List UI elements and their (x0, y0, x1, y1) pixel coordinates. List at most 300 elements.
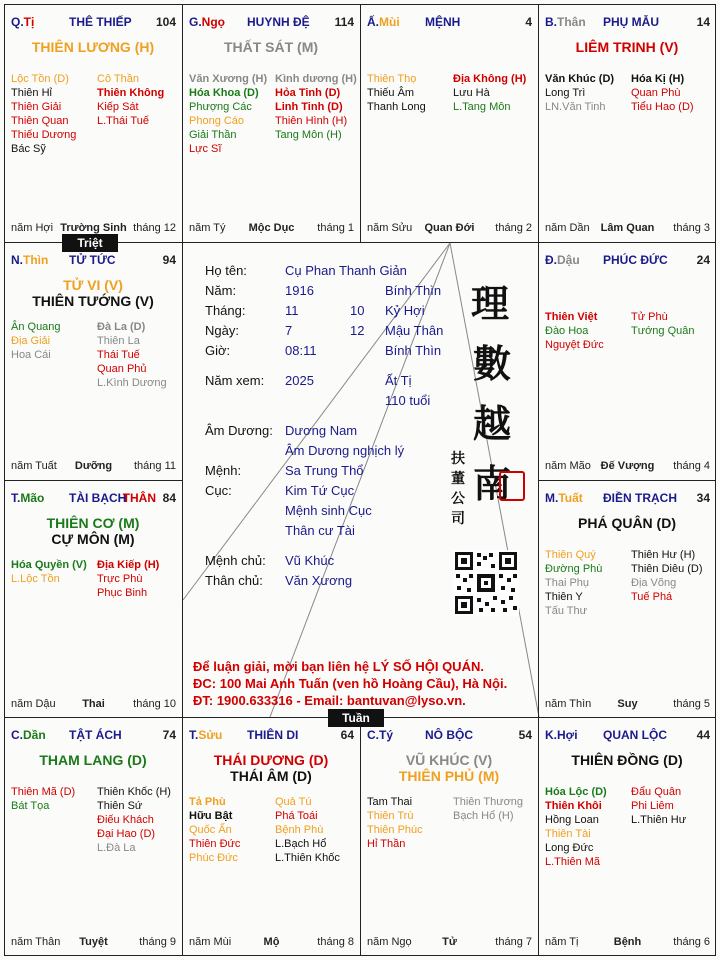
minor-star: Thiên Việt (545, 311, 598, 323)
minor-star: Long Đức (545, 842, 594, 854)
calligraphy-char-3: 越 (473, 401, 512, 446)
hour-value: 08:11 (285, 343, 317, 358)
minor-stars-left (545, 785, 607, 869)
minor-stars-right (631, 310, 695, 338)
qr-code (453, 550, 519, 616)
day-label: Ngày: (205, 323, 239, 338)
minor-star: LN.Văn Tinh (545, 101, 606, 113)
palace-number: 44 (696, 728, 710, 742)
minor-star: Hóa Lộc (D) (545, 786, 607, 798)
minor-star: Phong Cáo (189, 115, 245, 127)
palace-life-stage: Trường Sinh (60, 222, 127, 234)
name-value: Cụ Phan Thanh Giản (285, 263, 407, 278)
minor-stars-right (275, 72, 357, 142)
palace-number: 34 (696, 491, 710, 505)
minor-star: L.Thiên Mã (545, 856, 601, 868)
menh-chu-value: Vũ Khúc (285, 553, 335, 568)
minor-star: Thiên Quan (11, 115, 69, 127)
age-value: 110 tuổi (385, 393, 431, 408)
palace-footer (189, 221, 354, 235)
palace-branch: Ngọ (201, 15, 225, 29)
palace-year: năm Mão (545, 460, 591, 472)
menh-label: Mệnh: (205, 463, 242, 478)
seal-char-4: 司 (451, 511, 465, 527)
year-value: 1916 (285, 283, 314, 298)
than-chu-label: Thân chủ: (205, 573, 263, 588)
main-star: THIÊN PHỦ (M) (398, 768, 500, 784)
palace-year: năm Ngọ (367, 936, 412, 948)
palace-month: tháng 3 (673, 222, 710, 234)
minor-stars-left (11, 785, 75, 813)
minor-stars-left (189, 795, 240, 865)
palace-footer (545, 459, 710, 473)
minor-star: Ân Quang (11, 321, 61, 333)
amduong-label: Âm Dương: (205, 423, 273, 438)
palace-name: TẬT ÁCH (69, 728, 122, 742)
minor-stars-right (453, 795, 523, 823)
minor-star: Đường Phù (545, 563, 603, 575)
palace-ty2[interactable] (360, 717, 538, 956)
main-star: THÁI DƯƠNG (D) (213, 752, 329, 768)
palace-stem: Ấ. (367, 15, 379, 29)
main-star: THIÊN CƠ (M) (46, 515, 140, 531)
minor-stars-left (189, 72, 267, 156)
minor-star: Thiên Thương (453, 796, 524, 808)
minor-stars-right (97, 320, 167, 390)
minor-star: Phượng Các (189, 101, 252, 113)
palace-month: tháng 6 (673, 936, 710, 948)
palace-stem: C. (11, 728, 23, 742)
palace-number: 14 (696, 15, 710, 29)
than-marker: THÂN (122, 491, 156, 505)
minor-star: Thiên Mã (D) (11, 786, 76, 798)
main-star: PHÁ QUÂN (D) (578, 515, 676, 531)
minor-star: Trực Phù (97, 573, 143, 585)
palace-number: 24 (696, 253, 710, 267)
minor-stars-right (631, 72, 694, 114)
cuc-label: Cục: (205, 483, 232, 498)
minor-star: Tang Môn (H) (275, 129, 342, 141)
year-label: Năm: (205, 283, 237, 298)
minor-star: Quan Phù (631, 87, 681, 99)
hour-can-chi: Bính Thìn (385, 343, 442, 358)
palace-year: năm Tị (545, 936, 579, 948)
minor-star: Linh Tinh (D) (275, 101, 343, 113)
palace-header (11, 491, 176, 507)
minor-star: Địa Kiếp (H) (97, 559, 160, 571)
palace-life-stage: Suy (617, 698, 638, 710)
palace-year: năm Hợi (11, 222, 54, 234)
palace-footer (189, 935, 354, 949)
minor-star: Thiên Quý (545, 549, 596, 561)
palace-year: năm Tuất (11, 460, 57, 472)
palace-ty[interactable] (4, 4, 182, 242)
palace-ngo[interactable] (182, 4, 360, 242)
palace-life-stage: Quan Đới (424, 222, 475, 234)
palace-number: 104 (155, 15, 176, 29)
name-label: Họ tên: (205, 263, 247, 278)
palace-month: tháng 1 (317, 222, 354, 234)
minor-star: Hóa Kị (H) (631, 73, 685, 85)
palace-number: 84 (162, 491, 176, 505)
seal-char-2: 董 (451, 471, 465, 487)
palace-name: NÔ BỘC (425, 728, 473, 742)
palace-year: năm Dần (545, 222, 590, 234)
palace-header (189, 728, 354, 744)
minor-star: Thiên Thọ (367, 73, 417, 85)
minor-stars-left (545, 72, 614, 114)
palace-branch: Sửu (198, 728, 223, 742)
day-value: 7 (285, 323, 293, 338)
palace-stem: N. (11, 253, 23, 267)
month-lunar: 10 (350, 303, 365, 318)
palace-than[interactable] (538, 4, 716, 242)
palace-stem: Đ. (545, 253, 557, 267)
minor-stars-right (275, 795, 340, 865)
main-star: TỬ VI (V) (63, 277, 123, 293)
palace-stem: T. (189, 728, 199, 742)
minor-star: Thanh Long (367, 101, 426, 113)
minor-star: Thiên Diêu (D) (631, 563, 703, 575)
red-seal-stamp (499, 471, 525, 501)
minor-star: Điếu Khách (97, 814, 154, 826)
main-star: THIÊN TƯỚNG (V) (32, 293, 154, 309)
palace-name: TỬ TỨC (69, 253, 116, 267)
palace-name: TÀI BẠCH (69, 491, 127, 505)
palace-footer (367, 221, 532, 235)
palace-header (367, 728, 532, 744)
minor-star: Kình dương (H) (275, 73, 357, 85)
palace-tuat[interactable] (538, 480, 716, 718)
palace-year: năm Mùi (189, 936, 232, 948)
palace-suu[interactable] (182, 717, 360, 956)
main-star: CỰ MÔN (M) (51, 531, 135, 547)
minor-star: Thiên Y (545, 591, 583, 603)
minor-star: Địa Giải (11, 335, 51, 347)
minor-star: L.Thiên Khốc (275, 852, 340, 864)
palace-name: PHÚC ĐỨC (603, 253, 668, 267)
palace-name: QUAN LỘC (603, 728, 667, 742)
minor-star: Văn Xương (H) (189, 73, 268, 85)
minor-star: Tử Phù (631, 311, 668, 323)
minor-star: Bác Sỹ (11, 143, 46, 155)
day-can-chi: Mậu Thân (385, 323, 444, 338)
minor-star: Phi Liêm (631, 800, 674, 812)
palace-header (545, 491, 710, 507)
minor-star: Thiếu Dương (11, 129, 77, 141)
calligraphy-char-4: 南 (473, 461, 512, 506)
palace-life-stage: Bệnh (613, 936, 642, 948)
month-label: Tháng: (205, 303, 246, 318)
main-star: THẤT SÁT (M) (223, 39, 319, 55)
minor-star: Nguyệt Đức (545, 339, 604, 351)
minor-star: Thái Tuế (97, 349, 140, 361)
palace-name: THIÊN DI (247, 728, 299, 742)
palace-number: 94 (162, 253, 176, 267)
palace-header (545, 728, 710, 744)
palace-month: tháng 7 (495, 936, 532, 948)
palace-branch: Hợi (557, 728, 578, 742)
palace-footer (11, 935, 176, 949)
palace-branch: Dậu (557, 253, 580, 267)
minor-stars-left (11, 72, 76, 156)
palace-branch: Thìn (23, 253, 49, 267)
palace-month: tháng 2 (495, 222, 532, 234)
minor-star: Thiên Sứ (97, 800, 143, 812)
minor-star: Thiên Giải (11, 101, 62, 113)
seal-char-1: 扶 (451, 451, 465, 467)
palace-year: năm Thân (11, 936, 61, 948)
palace-header (11, 15, 176, 31)
minor-star: Thiên Đức (189, 838, 241, 850)
palace-stem: M. (545, 491, 559, 505)
minor-star: L.Bạch Hổ (275, 838, 327, 850)
minor-stars-left (367, 72, 426, 114)
minor-star: Đại Hao (D) (97, 828, 156, 840)
palace-number: 64 (340, 728, 354, 742)
minor-star: Bạch Hổ (H) (453, 810, 514, 822)
minor-star: Hóa Quyền (V) (11, 559, 87, 571)
minor-star: Bệnh Phù (275, 824, 324, 836)
minor-star: L.Thái Tuế (97, 115, 149, 127)
palace-footer (545, 221, 710, 235)
palace-life-stage: Thai (82, 698, 105, 710)
palace-month: tháng 4 (673, 460, 710, 472)
minor-star: Thiên Khôi (545, 800, 602, 812)
minor-star: Tấu Thư (545, 605, 588, 617)
minor-stars-right (97, 558, 159, 600)
minor-stars-right (453, 72, 526, 114)
palace-month: tháng 5 (673, 698, 710, 710)
palace-header (189, 15, 354, 31)
month-value: 11 (285, 303, 299, 318)
palace-branch: Thân (557, 15, 586, 29)
palace-stem: Q. (11, 15, 24, 29)
main-star: THÁI ÂM (D) (230, 768, 312, 784)
palace-branch: Mùi (379, 15, 400, 29)
palace-number: 114 (334, 15, 354, 29)
main-star: VŨ KHÚC (V) (405, 752, 493, 768)
minor-star: Địa Không (H) (453, 73, 527, 85)
palace-header (11, 253, 176, 269)
minor-star: Thiên Hư (H) (631, 549, 696, 561)
minor-star: L.Đà La (97, 842, 136, 854)
palace-month: tháng 11 (133, 460, 176, 472)
contact-line-1: Để luận giải, mời bạn liên hệ LÝ SỐ HỘI QUÁN. (193, 659, 484, 674)
palace-number: 54 (518, 728, 532, 742)
minor-star: Đào Hoa (545, 325, 589, 337)
palace-dan[interactable] (4, 717, 182, 956)
main-star: LIÊM TRINH (V) (575, 39, 679, 55)
triet-tag: Triệt (62, 234, 118, 252)
palace-month: tháng 12 (133, 222, 176, 234)
calligraphy-char-2: 數 (473, 341, 512, 386)
palace-month: tháng 10 (133, 698, 176, 710)
main-star: THIÊN ĐỒNG (D) (571, 752, 683, 768)
palace-number: 4 (525, 15, 532, 29)
minor-star: Thiên La (97, 335, 140, 347)
minor-stars-left (11, 320, 61, 362)
palace-year: năm Sửu (367, 222, 413, 234)
main-star: THAM LANG (D) (39, 752, 147, 768)
palace-stem: G. (189, 15, 202, 29)
palace-header (11, 728, 176, 744)
palace-stem: B. (545, 15, 557, 29)
palace-branch: Tuất (558, 491, 583, 505)
minor-star: Thiên Tài (545, 828, 591, 840)
palace-life-stage: Tuyệt (79, 936, 108, 948)
palace-life-stage: Dưỡng (74, 460, 113, 472)
minor-star: Đà La (D) (97, 321, 146, 333)
hour-label: Giờ: (205, 343, 231, 358)
minor-star: Lực Sĩ (189, 143, 222, 155)
palace-header (367, 15, 532, 31)
minor-star: Thiên Phúc (367, 824, 423, 836)
main-star: THIÊN LƯƠNG (H) (31, 39, 155, 55)
minor-star: Thiên Khốc (H) (97, 786, 171, 798)
minor-star: Hỉ Thần (367, 838, 406, 850)
palace-footer (11, 697, 176, 711)
day-lunar: 12 (350, 323, 365, 338)
year-can-chi: Bính Thìn (385, 283, 442, 298)
palace-number: 74 (162, 728, 176, 742)
palace-name: MỆNH (425, 15, 461, 29)
view-year-can-chi: Ất Tị (385, 373, 412, 388)
minor-stars-left (545, 310, 604, 352)
cuc-value: Kim Tứ Cục (285, 483, 355, 498)
palace-month: tháng 8 (317, 936, 354, 948)
than-position: Thân cư Tài (285, 523, 355, 538)
menh-value: Sa Trung Thổ (285, 463, 364, 478)
cuc-relation: Mệnh sinh Cục (285, 503, 372, 518)
minor-star: Tiểu Hao (D) (631, 101, 694, 113)
minor-stars-right (631, 548, 703, 604)
palace-header (545, 253, 710, 269)
palace-name: PHỤ MẪU (603, 15, 659, 29)
minor-star: Tả Phù (189, 796, 226, 808)
minor-star: Lộc Tồn (D) (11, 73, 69, 85)
palace-footer (11, 221, 176, 235)
palace-branch: Mão (20, 491, 45, 505)
palace-footer (545, 697, 710, 711)
tuan-tag: Tuần (328, 709, 384, 727)
minor-stars-left (367, 795, 423, 851)
palace-mui[interactable] (360, 4, 538, 242)
palace-life-stage: Lâm Quan (600, 222, 655, 234)
palace-name: ĐIỀN TRẠCH (603, 491, 677, 505)
minor-star: Hoa Cái (11, 349, 51, 361)
minor-star: Bát Tọa (11, 800, 50, 812)
minor-star: L.Kình Dương (97, 377, 167, 389)
palace-stem: T. (11, 491, 21, 505)
minor-star: Thiên Không (97, 87, 165, 99)
menh-chu-label: Mệnh chủ: (205, 553, 266, 568)
minor-star: L.Tang Môn (453, 101, 511, 113)
minor-star: Văn Khúc (D) (545, 73, 615, 85)
palace-branch: Dần (23, 728, 46, 742)
minor-star: Long Trì (545, 87, 586, 99)
center-info-panel (183, 243, 539, 717)
minor-star: Cô Thần (97, 73, 139, 85)
minor-star: Giải Thần (189, 129, 237, 141)
amduong-relation: Âm Dương nghịch lý (285, 443, 405, 458)
palace-name: HUYNH ĐỆ (247, 15, 310, 29)
minor-star: Thiên Hỉ (11, 87, 52, 99)
minor-star: Phúc Đức (189, 852, 238, 864)
palace-life-stage: Tử (442, 936, 457, 948)
palace-thin[interactable] (4, 242, 182, 480)
palace-year: năm Tý (189, 222, 226, 234)
palace-hoi[interactable] (538, 717, 716, 956)
minor-star: L.Lộc Tồn (11, 573, 60, 585)
minor-star: Quả Tú (275, 796, 312, 808)
minor-star: Thai Phụ (545, 577, 590, 589)
minor-star: Quan Phủ (97, 363, 147, 375)
palace-footer (367, 935, 532, 949)
amduong-value: Dương Nam (285, 423, 358, 438)
minor-star: L.Thiên Hư (631, 814, 687, 826)
minor-stars-left (545, 548, 602, 618)
minor-star: Thiên Trù (367, 810, 414, 822)
minor-star: Thiếu Âm (367, 87, 415, 99)
palace-dau[interactable] (538, 242, 716, 480)
minor-stars-right (631, 785, 686, 827)
minor-star: Hỏa Tinh (D) (275, 87, 341, 99)
month-can-chi: Kỷ Hợi (385, 303, 425, 318)
palace-footer (11, 459, 176, 473)
minor-star: Lưu Hà (453, 87, 490, 99)
palace-footer (545, 935, 710, 949)
calligraphy-char-1: 理 (471, 281, 510, 326)
minor-stars-right (97, 72, 164, 128)
palace-year: năm Dậu (11, 698, 56, 710)
minor-star: Phục Binh (97, 587, 148, 599)
minor-star: Hóa Khoa (D) (189, 87, 259, 99)
minor-star: Tướng Quân (631, 325, 695, 337)
minor-star: Tam Thai (367, 796, 413, 808)
palace-life-stage: Mộc Dục (248, 222, 295, 234)
palace-month: tháng 9 (139, 936, 176, 948)
minor-star: Phá Toái (275, 810, 318, 822)
palace-branch: Tý (379, 728, 394, 742)
palace-life-stage: Mộ (263, 936, 280, 948)
minor-stars-right (97, 785, 171, 855)
minor-star: Quốc Ấn (189, 824, 232, 836)
palace-stem: K. (545, 728, 557, 742)
minor-star: Hồng Loan (545, 814, 599, 826)
palace-mao[interactable] (4, 480, 182, 718)
contact-phone-email[interactable]: ĐT: 1900.633316 - Email: bantuvan@lyso.vn. (193, 693, 466, 708)
minor-star: Hữu Bật (189, 810, 233, 822)
palace-year: năm Thìn (545, 698, 592, 710)
minor-star: Kiếp Sát (97, 101, 139, 113)
palace-stem: C. (367, 728, 379, 742)
seal-char-3: 公 (451, 491, 465, 507)
view-year-value: 2025 (285, 373, 314, 388)
contact-address: ĐC: 100 Mai Anh Tuấn (ven hồ Hoàng Cầu), Hà Nội. (193, 676, 508, 691)
minor-star: Tuế Phá (631, 591, 673, 603)
minor-star: Đẩu Quân (631, 786, 682, 798)
than-chu-value: Văn Xương (285, 573, 353, 588)
palace-life-stage: Đế Vượng (600, 460, 655, 472)
view-year-label: Năm xem: (205, 373, 265, 388)
minor-stars-left (11, 558, 87, 586)
palace-branch: Tị (23, 15, 35, 29)
palace-header (545, 15, 710, 31)
palace-name: THÊ THIẾP (69, 15, 132, 29)
minor-star: Địa Võng (631, 577, 677, 589)
minor-star: Thiên Hình (H) (275, 115, 348, 127)
